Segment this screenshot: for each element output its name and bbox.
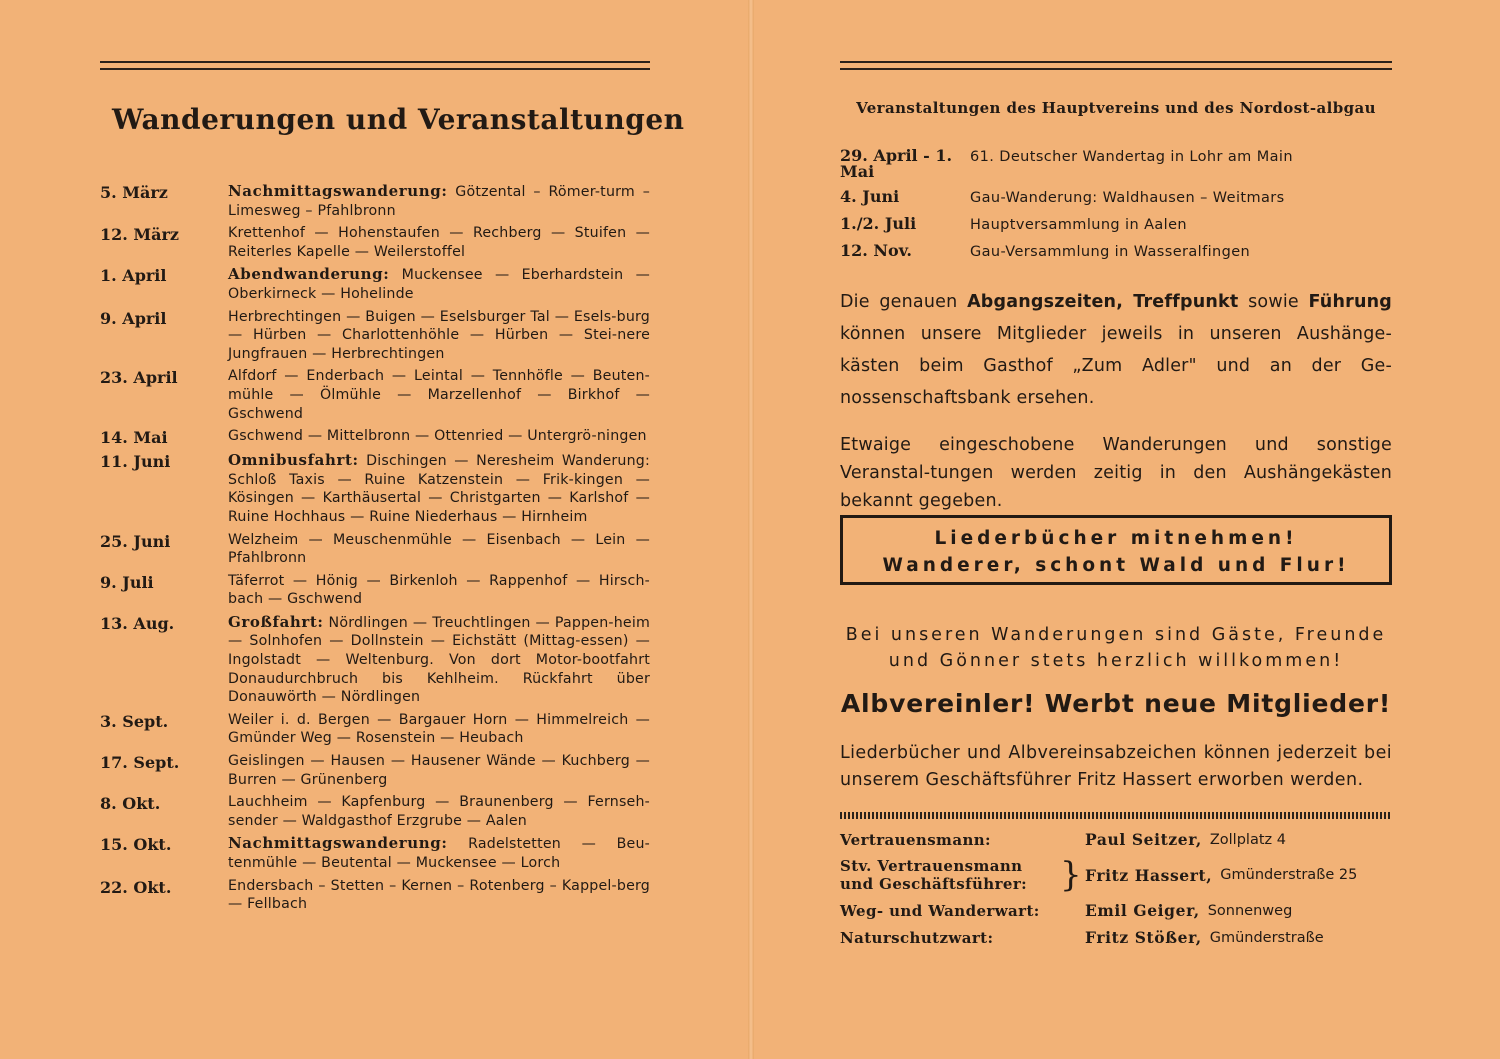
event-type: Großfahrt: bbox=[228, 612, 324, 631]
event-description: Täferrot — Hönig — Birkenloh — Rappenhof — Hirsch-bach — Gschwend bbox=[228, 572, 650, 608]
officer-address: Gmünderstraße bbox=[1209, 929, 1324, 946]
officer-row bbox=[840, 901, 1392, 920]
officer-address: Zollplatz 4 bbox=[1209, 831, 1286, 848]
main-club-event-row bbox=[840, 216, 1392, 234]
officer-address: Sonnenweg bbox=[1207, 902, 1293, 919]
event-date: 12. Nov. bbox=[840, 241, 912, 260]
event-description: Alfdorf — Enderbach — Leintal — Tennhöfle — Beuten-mühle — Ölmühle — Marzellenhof — Birkhof — Gschwend bbox=[228, 368, 650, 422]
event-description: Lauchheim — Kapfenburg — Braunenberg — Fernseh-sender — Waldgasthof Erzgrube — Aalen bbox=[228, 794, 650, 829]
event-description: Gau-Versammlung in Wasseralfingen bbox=[970, 244, 1251, 260]
event-row bbox=[100, 572, 650, 609]
guests-welcome-text: Bei unseren Wanderungen sind Gäste, Freunde und Gönner stets herzlich willkommen! bbox=[845, 625, 1387, 671]
recruit-headline: Albvereinler! Werbt neue Mitglieder! bbox=[840, 689, 1392, 718]
event-date: 4. Juni bbox=[840, 187, 900, 206]
departure-info-paragraph: Die genauen Abgangszeiten, Treffpunkt sowie Führung können unsere Mitglieder jeweils in unseren Aushänge-kästen beim Gasthof „Zum Adler" und an der Ge-nossenschaftsbank ersehen. bbox=[840, 292, 1392, 408]
event-date: 17. Sept. bbox=[100, 753, 180, 773]
main-club-event-list bbox=[840, 148, 1392, 270]
event-row bbox=[100, 834, 650, 872]
event-type: Omnibusfahrt: bbox=[228, 451, 359, 470]
event-description: Endersbach – Stetten – Kernen – Rotenberg – Kappel-berg — Fellbach bbox=[228, 877, 650, 913]
page-title: Wanderungen und Veranstaltungen bbox=[112, 103, 685, 136]
event-description: Nachmittagswanderung: Radelstetten — Beu-tenmühle — Beutental — Muckensee — Lorch bbox=[228, 834, 650, 871]
event-description: Welzheim — Meuschenmühle — Eisenbach — Lein — Pfahlbronn bbox=[228, 531, 650, 567]
main-club-event-row bbox=[840, 189, 1392, 207]
event-row bbox=[100, 367, 650, 423]
top-double-rule bbox=[840, 61, 1392, 70]
event-row bbox=[100, 265, 650, 303]
event-row bbox=[100, 308, 650, 364]
officer-role: Weg- und Wanderwart: bbox=[840, 901, 1040, 920]
event-description: Abendwanderung: Muckensee — Eberhardstein — Oberkirneck — Hohelinde bbox=[228, 265, 650, 302]
event-date: 22. Okt. bbox=[100, 877, 172, 897]
officer-role: Naturschutzwart: bbox=[840, 928, 994, 947]
event-description: Weiler i. d. Bergen — Bargauer Horn — Himmelreich — Gmünder Weg — Rosenstein — Heubach bbox=[228, 711, 650, 747]
officer-row bbox=[840, 928, 1392, 947]
event-description: Gau-Wanderung: Waldhausen – Weitmars bbox=[970, 190, 1285, 206]
songbook-info-paragraph: Liederbücher und Albvereinsabzeichen können jederzeit bei unserem Geschäftsführer Fritz Hassert erworben werden. bbox=[840, 743, 1392, 790]
event-description: Gschwend — Mittelbronn — Ottenried — Untergrö-ningen bbox=[228, 428, 647, 445]
event-type: Nachmittagswanderung: bbox=[228, 182, 448, 200]
officer-name: Emil Geiger, bbox=[1085, 901, 1200, 920]
page-fold bbox=[748, 0, 754, 1059]
event-date: 13. Aug. bbox=[100, 613, 175, 633]
event-description: Herbrechtingen — Buigen — Eselsburger Tal — Esels-burg — Hürben — Charlottenhöhle — Hürben — Stei-nere Jungfrauen — Herbrechtingen bbox=[228, 308, 650, 362]
dotted-rule bbox=[840, 812, 1390, 819]
event-description: Omnibusfahrt: Dischingen — Neresheim Wanderung: Schloß Taxis — Ruine Katzenstein — Frik-kingen — Kösingen — Karthäusertal — Christgarten — Karlshof — Ruine Hochhaus — Ruine Niederhaus — Hirnheim bbox=[228, 451, 650, 525]
officer-row bbox=[840, 857, 1392, 893]
event-row bbox=[100, 877, 650, 914]
event-date: 12. März bbox=[100, 225, 179, 245]
slogan-line: Liederbücher mitnehmen! bbox=[934, 528, 1298, 549]
top-double-rule bbox=[100, 61, 650, 70]
event-date: 1./2. Juli bbox=[840, 214, 917, 233]
right-page bbox=[840, 0, 1392, 1059]
additional-hikes-paragraph: Etwaige eingeschobene Wanderungen und sonstige Veranstal-tungen werden zeitig in den Aushängekästen bekannt gegeben. bbox=[840, 435, 1392, 511]
officer-name: Fritz Stößer, bbox=[1085, 928, 1202, 947]
event-date: 5. März bbox=[100, 183, 168, 202]
event-row bbox=[100, 752, 650, 789]
officer-name: Fritz Hassert, bbox=[1085, 865, 1213, 885]
left-page bbox=[100, 0, 685, 1059]
main-club-events-title: Veranstaltungen des Hauptvereins und des Nordost-albgau bbox=[856, 99, 1376, 117]
officer-list bbox=[840, 830, 1392, 955]
event-row bbox=[100, 793, 650, 830]
event-date: 8. Okt. bbox=[100, 794, 161, 814]
slogan-box bbox=[840, 515, 1392, 585]
main-club-event-row bbox=[840, 243, 1392, 261]
event-row bbox=[100, 531, 650, 568]
event-description: Krettenhof — Hohenstaufen — Rechberg — Stuifen — Reiterles Kapelle — Weilerstoffel bbox=[228, 225, 650, 260]
event-date: 14. Mai bbox=[100, 428, 168, 448]
event-description: Geislingen — Hausen — Hausener Wände — Kuchberg — Burren — Grünenberg bbox=[228, 753, 650, 788]
event-row bbox=[100, 451, 650, 526]
event-type: Nachmittagswanderung: bbox=[228, 834, 448, 853]
event-row bbox=[100, 613, 650, 707]
event-row bbox=[100, 427, 650, 447]
event-date: 9. Juli bbox=[100, 572, 154, 592]
event-date: 29. April - 1. Mai bbox=[840, 146, 953, 181]
event-type: Abendwanderung: bbox=[228, 265, 390, 284]
event-row bbox=[100, 711, 650, 748]
event-date: 3. Sept. bbox=[100, 711, 169, 731]
officer-row bbox=[840, 830, 1392, 849]
event-description: Hauptversammlung in Aalen bbox=[970, 217, 1188, 233]
slogan-line: Wanderer, schont Wald und Flur! bbox=[882, 555, 1350, 576]
event-date: 25. Juni bbox=[100, 531, 171, 551]
officer-role: Vertrauensmann: bbox=[840, 830, 991, 849]
officer-address: Gmünderstraße 25 bbox=[1220, 867, 1358, 883]
officer-role: Stv. Vertrauensmann und Geschäftsführer: } bbox=[840, 855, 1083, 895]
event-date: 11. Juni bbox=[100, 452, 171, 472]
event-description: Großfahrt: Nördlingen — Treuchtlingen — Pappen-heim — Solnhofen — Dollnstein — Eichstätt (Mittag-essen) — Ingolstadt — Weltenburg. Von dort Motor-bootfahrt Donaudurchbruch bis Kehlheim. Rückfahrt über Donauwörth — Nördlingen bbox=[228, 612, 650, 706]
officer-name: Paul Seitzer, bbox=[1085, 830, 1202, 849]
event-row bbox=[100, 182, 650, 220]
brace-icon: } bbox=[1060, 855, 1083, 895]
event-description: 61. Deutscher Wandertag in Lohr am Main bbox=[970, 149, 1293, 165]
event-date: 23. April bbox=[100, 368, 178, 388]
event-row bbox=[100, 224, 650, 261]
event-date: 15. Okt. bbox=[100, 835, 172, 855]
event-date: 1. April bbox=[100, 266, 167, 286]
main-club-event-row bbox=[840, 148, 1392, 180]
event-date: 9. April bbox=[100, 308, 167, 328]
event-description: Nachmittagswanderung: Götzental – Römer-turm – Limesweg – Pfahlbronn bbox=[228, 182, 650, 219]
event-list bbox=[100, 182, 650, 918]
